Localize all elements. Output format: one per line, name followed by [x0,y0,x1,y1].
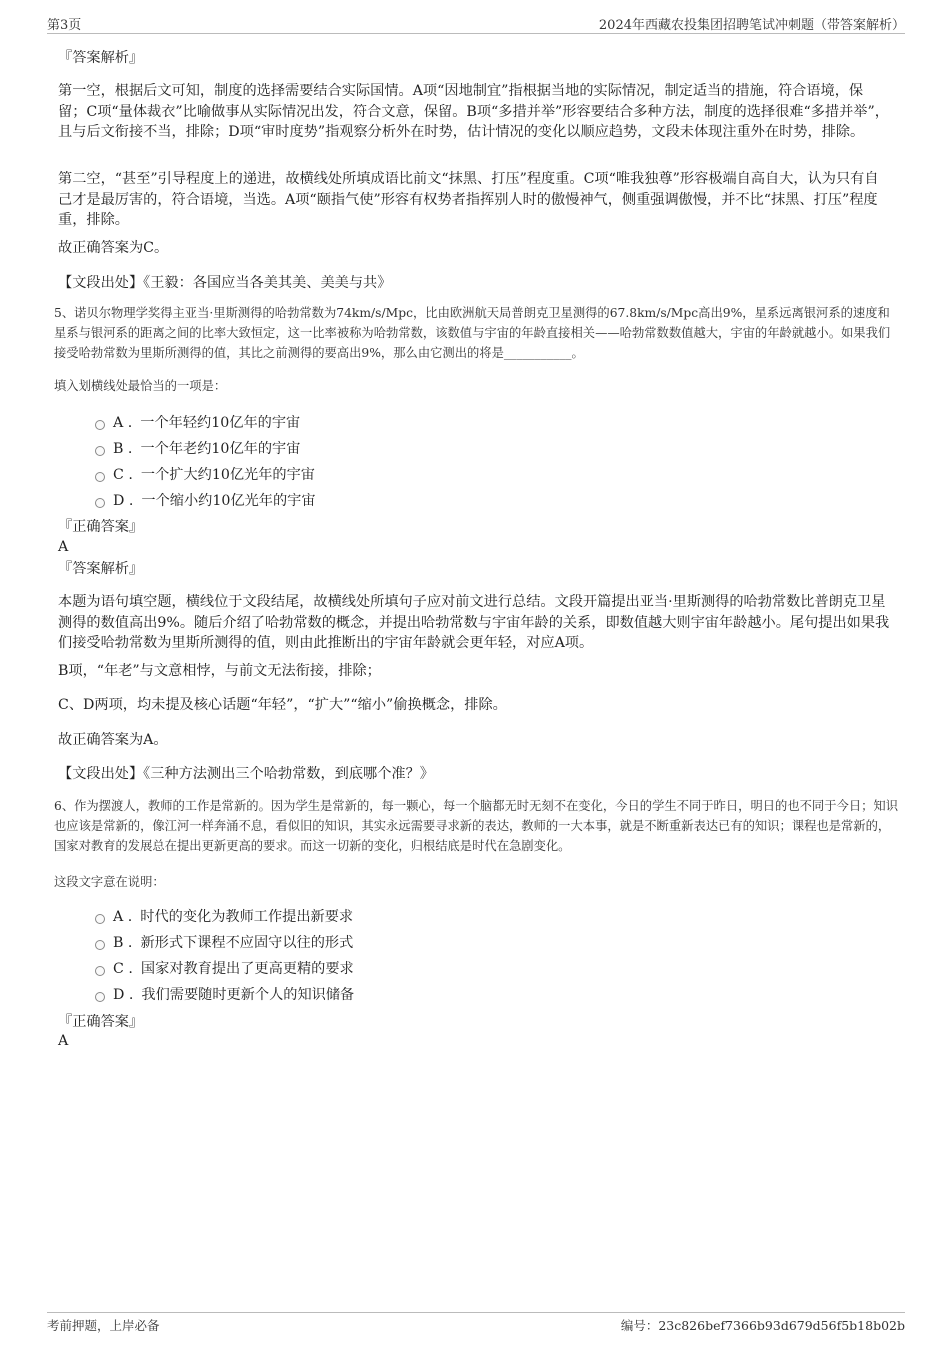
q5-source: 【文段出处】《三种方法测出三个哈勃常数，到底哪个准？》 [58,766,434,782]
option-text: 我们需要随时更新个人的知识储备 [141,987,355,1003]
q5-option-d[interactable] [95,491,316,511]
q5-option-b[interactable] [95,439,300,459]
q6-option-d[interactable] [95,985,354,1005]
radio-icon[interactable] [95,992,105,1002]
option-letter: A . [113,415,133,431]
option-letter: D . [113,987,134,1003]
option-letter: D . [113,493,134,509]
q5-conclusion: 故正确答案为A。 [58,732,168,748]
document-title: 2024年西藏农投集团招聘笔试冲刺题（带答案解析） [598,18,905,33]
radio-icon[interactable] [95,966,105,976]
q5-answer: A [58,539,69,555]
radio-icon[interactable] [95,446,105,456]
option-text: 时代的变化为教师工作提出新要求 [140,909,354,925]
radio-icon[interactable] [95,940,105,950]
q6-option-c[interactable] [95,959,354,979]
q5-analysis-para1: 本题为语句填空题，横线位于文段结尾，故横线处所填句子应对前文进行总结。文段开篇提出亚当·里斯测得的哈勃常数比普朗克卫星测得的数值高出9%。随后介绍了哈勃常数的概念，并提出哈勃常数与宇宙年龄的关系，即数值越大则宇宙年龄越小。尾句提出如果我们接受哈勃常数为里斯所测得的值，则由此推断出的宇宙年龄就会更年轻，对应A项。 [58,594,890,651]
page-footer [47,1312,905,1336]
q6-answer: A [58,1033,69,1049]
option-letter: B . [113,441,133,457]
option-letter: C . [113,961,133,977]
option-text: 一个年轻约10亿年的宇宙 [140,415,301,431]
radio-icon[interactable] [95,420,105,430]
q6-prompt: 这段文字意在说明： [54,875,165,889]
option-text: 一个扩大约10亿光年的宇宙 [140,467,315,483]
option-text: 一个年老约10亿年的宇宙 [140,441,301,457]
document-code: 编号：23c826bef7366b93d679d56f5b18b02b [620,1318,905,1333]
q5-analysis-label: 『答案解析』 [58,561,144,577]
q4-analysis-label: 『答案解析』 [58,50,144,66]
radio-icon[interactable] [95,498,105,508]
q5-stem: 5、诺贝尔物理学奖得主亚当·里斯测得的哈勃常数为74km/s/Mpc，比由欧洲航天局普朗克卫星测得的67.8km/s/Mpc高出9%，星系远离银河系的速度和星系与银河系的距离之间的比率大致恒定，这一比率被称为哈勃常数，该数值与宇宙的年龄直接相关——哈勃常数数值越大，宇宙的年龄就越小。如果我们接受哈勃常数为里斯所测得的值，其比之前测得的要高出9%，那么由它测出的将是___________。 [54,306,891,360]
option-letter: C . [113,467,133,483]
q5-prompt: 填入划横线处最恰当的一项是： [54,379,227,393]
option-text: 新形式下课程不应固守以往的形式 [140,935,354,951]
q4-conclusion: 故正确答案为C。 [58,240,169,256]
footer-slogan: 考前押题，上岸必备 [47,1318,160,1333]
page-number: 第3页 [47,18,82,33]
q6-answer-label: 『正确答案』 [58,1014,144,1030]
q5-answer-label: 『正确答案』 [58,519,144,535]
q4-source: 【文段出处】《王毅：各国应当各美其美、美美与共》 [58,275,392,291]
page-header [47,14,905,34]
q5-option-a[interactable] [95,413,300,433]
q6-option-a[interactable] [95,907,353,927]
radio-icon[interactable] [95,472,105,482]
q6-option-b[interactable] [95,933,353,953]
q6-stem: 6、作为摆渡人，教师的工作是常新的。因为学生是常新的，每一颗心，每一个脑都无时无刻不在变化，今日的学生不同于昨日，明日的也不同于今日；知识也应该是常新的，像江河一样奔涌不息，看似旧的知识，其实永远需要寻求新的表达，教师的一大本事，就是不断重新表达已有的知识；课程也是常新的，国家对教育的发展总在提出更新更高的要求。而这一切新的变化，归根结底是时代在急剧变化。 [54,799,899,853]
q5-option-c[interactable] [95,465,315,485]
option-text: 一个缩小约10亿光年的宇宙 [141,493,316,509]
option-letter: B . [113,935,133,951]
option-text: 国家对教育提出了更高更精的要求 [140,961,354,977]
q4-analysis-para1: 第一空，根据后文可知，制度的选择需要结合实际国情。A项“因地制宜”指根据当地的实际情况，制定适当的措施，符合语境，保留；C项“量体裁衣”比喻做事从实际情况出发，符合文意，保留。B项“多措并举”形容要结合多种方法，制度的选择很难“多措并举”，且与后文衔接不当，排除；D项“审时度势”指观察分析外在时势，估计情况的变化以顺应趋势，文段未体现注重外在时势，排除。 [58,83,889,140]
q5-analysis-para3: C、D两项，均未提及核心话题“年轻”，“扩大”“缩小”偷换概念，排除。 [58,697,507,713]
option-letter: A . [113,909,133,925]
q5-analysis-para2: B项，“年老”与文意相悖，与前文无法衔接，排除； [58,663,381,679]
radio-icon[interactable] [95,914,105,924]
q4-analysis-para2: 第二空，“甚至”引导程度上的递进，故横线处所填成语比前文“抹黑、打压”程度重。C项“唯我独尊”形容极端自高自大，认为只有自己才是最厉害的，符合语境，当选。A项“颐指气使”形容有权势者指挥别人时的傲慢神气，侧重强调傲慢，并不比“抹黑、打压”程度重，排除。 [58,171,879,228]
